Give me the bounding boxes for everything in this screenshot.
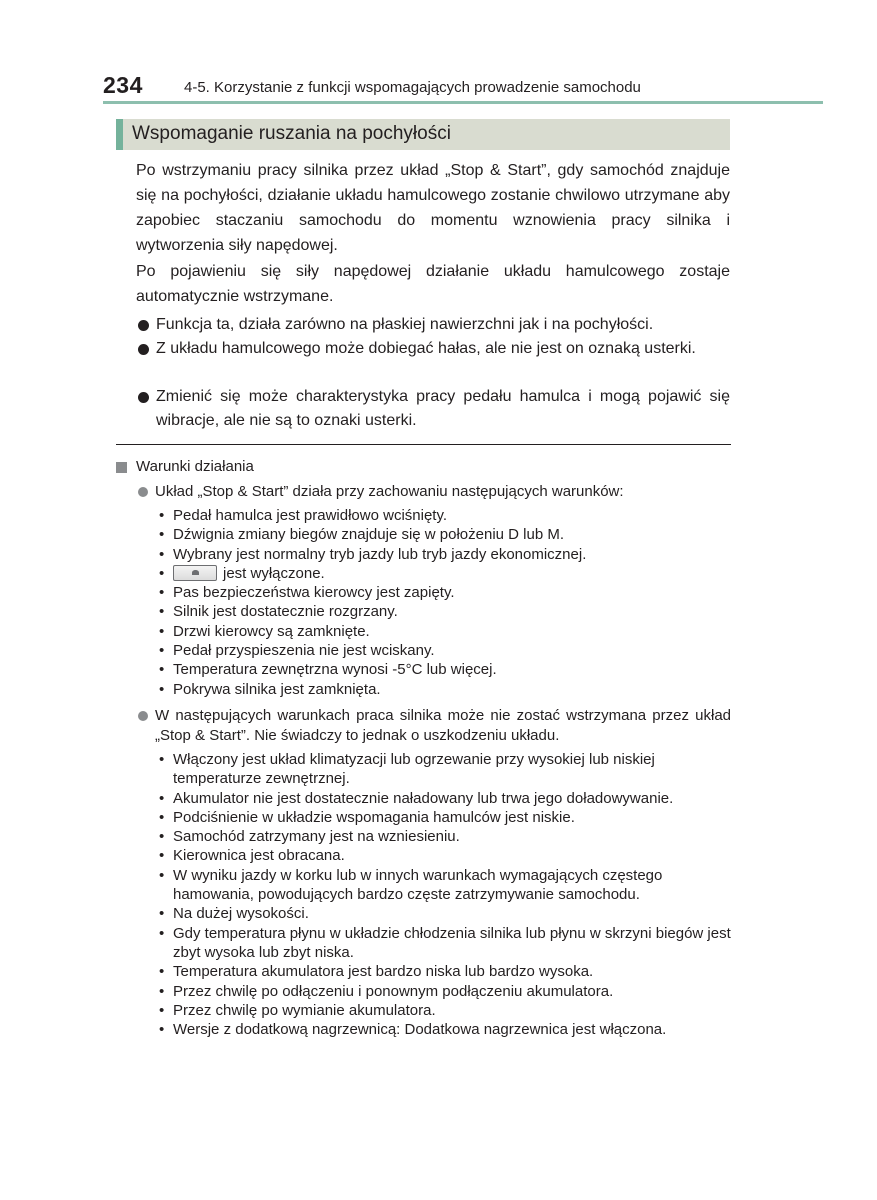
bullet-dot-icon [138,392,149,403]
list-item: • Akumulator nie jest dostatecznie naładowany lub trwa jego doładowywanie. [157,789,733,808]
bullet-dot-icon [138,320,149,331]
condition-intro-text: W następujących warunkach praca silnika może nie zostać wstrzymana przez układ „Stop & Start”. Nie świadczy to jednak o uszkodzeniu układu. [155,707,731,744]
bullet-text: Zmienić się może charakterystyka pracy pedału hamulca i mogą pojawić się wibracje, ale nie są to oznaki usterki. [156,388,730,429]
bullet-item [138,337,730,361]
page-header [103,70,823,104]
header-rule [103,101,823,104]
list-item: • Pokrywa silnika jest zamknięta. [157,680,733,699]
list-item: • Drzwi kierowcy są zamknięte. [157,622,733,641]
list-item: • Temperatura akumulatora jest bardzo niska lub bardzo wysoka. [157,962,733,981]
list-item: • W wyniku jazdy w korku lub w innych warunkach wymagających częstego hamowania, powodujących bardzo częste zatrzymywanie samochodu. [157,866,733,905]
condition-intro-text: Układ „Stop & Start” działa przy zachowaniu następujących warunków: [155,483,624,500]
list-item: • Podciśnienie w układzie wspomagania hamulców jest niskie. [157,808,733,827]
chapter-title: 4-5. Korzystanie z funkcji wspomagających prowadzenie samochodu [184,79,641,96]
list-item-text: jest wyłączone. [223,564,325,582]
list-item: • Samochód zatrzymany jest na wzniesieniu. [157,827,733,846]
list-item [157,564,733,583]
list-item: • Wybrany jest normalny tryb jazdy lub tryb jazdy ekonomicznej. [157,545,733,564]
conditions-list-1 [157,506,733,699]
list-item: • Przez chwilę po odłączeniu i ponownym podłączeniu akumulatora. [157,982,733,1001]
list-item: • Na dużej wysokości. [157,904,733,923]
list-item: • Silnik jest dostatecznie rozgrzany. [157,602,733,621]
bullet-item [138,313,730,337]
bullet-text: Funkcja ta, działa zarówno na płaskiej nawierzchni jak i na pochyłości. [156,316,654,333]
conditions-heading-text: Warunki działania [136,458,254,475]
list-item: • Włączony jest układ klimatyzacji lub ogrzewanie przy wysokiej lub niskiej temperaturze zewnętrznej. [157,750,733,789]
paragraph-1: Po wstrzymaniu pracy silnika przez układ „Stop & Start”, gdy samochód znajduje się na pochyłości, działanie układu hamulcowego zostanie chwilowo utrzymane aby zapobiec staczaniu samochodu do momentu wznowienia pracy silnika i wytworzenia siły napędowej. [136,162,730,254]
condition-intro-1 [138,482,731,502]
list-item: • Pas bezpieczeństwa kierowcy jest zapięty. [157,583,733,602]
switch-button-icon [173,565,217,581]
section-divider [116,444,731,445]
list-item: • Gdy temperatura płynu w układzie chłodzenia silnika lub płynu w skrzyni biegów jest zbyt wysoka lub zbyt niska. [157,924,733,963]
list-item: • Dźwignia zmiany biegów znajduje się w położeniu D lub M. [157,525,733,544]
list-item: • Pedał przyspieszenia nie jest wciskany. [157,641,733,660]
list-item: • Wersje z dodatkową nagrzewnicą: Dodatkowa nagrzewnica jest włączona. [157,1020,733,1039]
gray-bullet-icon [138,711,148,721]
bullet-item [138,385,730,433]
paragraph-2: Po pojawieniu się siły napędowej działanie układu hamulcowego zostaje automatycznie wstrzymane. [136,263,730,305]
gray-bullet-icon [138,487,148,497]
section-title-band [116,119,730,150]
list-item: • Pedał hamulca jest prawidłowo wciśnięty. [157,506,733,525]
section-title: Wspomaganie ruszania na pochyłości [132,123,451,144]
bullet-text: Z układu hamulcowego może dobiegać hałas, ale nie jest on oznaką usterki. [156,340,696,357]
bullet-dot-icon [138,344,149,355]
list-item: • Przez chwilę po wymianie akumulatora. [157,1001,733,1020]
condition-intro-2 [138,706,731,746]
page-number: 234 [103,72,143,98]
list-item: • Temperatura zewnętrzna wynosi -5°C lub więcej. [157,660,733,679]
conditions-list-2 [157,750,733,1039]
gray-square-icon [116,462,127,473]
list-item: • Kierownica jest obracana. [157,846,733,865]
